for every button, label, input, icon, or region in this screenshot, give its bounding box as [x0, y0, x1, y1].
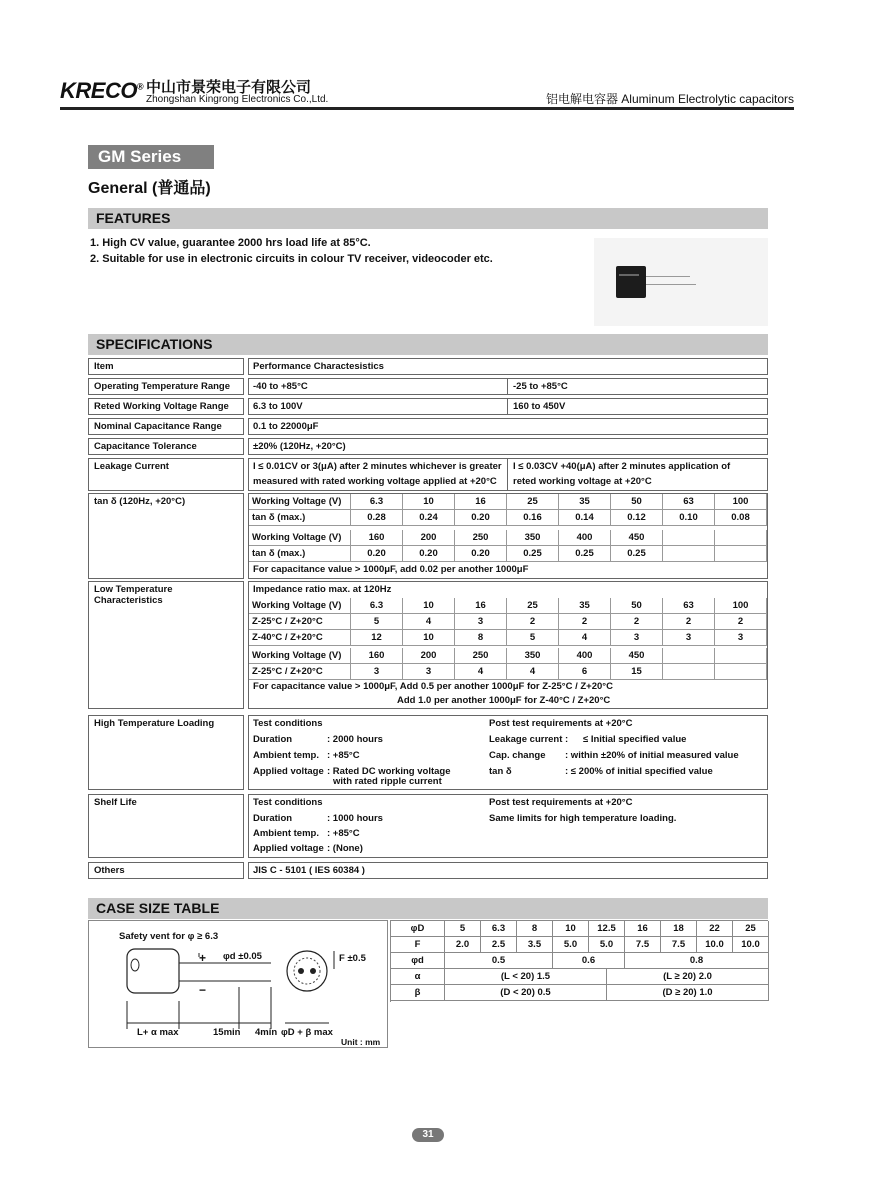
tan-delta-grid-cell: tan δ (max.)	[249, 546, 351, 562]
case-table-cell: (L < 20) 1.5	[445, 969, 607, 985]
lead-15min-label: 15min	[213, 1027, 241, 1038]
impedance-grid-cell: 2	[507, 614, 559, 630]
case-table-cell: (D < 20) 0.5	[445, 985, 607, 1001]
case-table-cell: 10.0	[733, 937, 769, 953]
capacitor-lead	[646, 276, 690, 277]
impedance-grid-cell: 350	[507, 648, 559, 664]
tan-delta-grid-cell: 16	[455, 494, 507, 510]
impedance-grid-cell: 250	[455, 648, 507, 664]
case-table-cell: 0.6	[553, 953, 625, 969]
spec-row-op-temp: Operating Temperature Range -40 to +85°C -25 to +85°C	[88, 378, 768, 395]
impedance-grid-cell: Working Voltage (V)	[249, 598, 351, 614]
low-temp-note-2: Add 1.0 per another 1000μF for Z-40°C / Z+20°C	[397, 695, 611, 706]
tan-delta-grid-cell: 0.10	[663, 510, 715, 526]
impedance-grid-cell: 4	[559, 630, 611, 646]
case-table-cell: φd	[391, 953, 445, 969]
minus-sign: −	[199, 983, 207, 997]
tan-delta-grid-cell: 0.25	[507, 546, 559, 562]
company-name-en: Zhongshan Kingrong Electronics Co.,Ltd.	[146, 94, 329, 105]
impedance-grid-cell: 4	[455, 664, 507, 680]
case-table-cell: 16	[625, 921, 661, 937]
impedance-grid-cell	[663, 648, 715, 664]
impedance-grid-cell: Z-40°C / Z+20°C	[249, 630, 351, 646]
tan-delta-grid-cell: 50	[611, 494, 663, 510]
impedance-grid-cell: 3	[715, 630, 767, 646]
tan-delta-grid-cell: Working Voltage (V)	[249, 494, 351, 510]
impedance-grid-cell: 50	[611, 598, 663, 614]
tan-delta-grid-cell: 200	[403, 530, 455, 546]
capacitor-photo	[594, 238, 768, 326]
capacitor-lead	[646, 284, 696, 285]
case-size-heading: CASE SIZE TABLE	[88, 898, 768, 919]
impedance-grid-cell: 100	[715, 598, 767, 614]
impedance-grid-cell: 200	[403, 648, 455, 664]
tan-delta-grid-cell: 160	[351, 530, 403, 546]
impedance-grid-cell	[715, 664, 767, 680]
tan-delta-grid-cell: Working Voltage (V)	[249, 530, 351, 546]
tan-delta-grid-cell: 0.08	[715, 510, 767, 526]
spec-row-shelf-life: Shelf Life Test conditions Duration : 1000 hours Ambient temp. : +85°C Applied voltage : (None) Post test requirements at +20°C Same limits for high temperature loading.	[88, 794, 768, 858]
spec-row-leakage: Leakage Current I ≤ 0.01CV or 3(μA) after 2 minutes whichever is greater measured with rated working voltage applied at +20°C I ≤ 0.03CV +40(μA) after 2 minutes application of reted working voltage at +20°C	[88, 458, 768, 491]
impedance-grid-cell: 10	[403, 598, 455, 614]
tan-delta-grid-cell: 35	[559, 494, 611, 510]
case-table-cell: 6.3	[481, 921, 517, 937]
impedance-grid-cell: 2	[611, 614, 663, 630]
tan-delta-grid-cell: 0.28	[351, 510, 403, 526]
spec-row-rated-voltage: Reted Working Voltage Range 6.3 to 100V 160 to 450V	[88, 398, 768, 415]
tan-delta-note: For capacitance value > 1000μF, add 0.02 per another 1000μF	[253, 564, 529, 575]
impedance-grid-cell	[663, 664, 715, 680]
impedance-grid-cell: 3	[455, 614, 507, 630]
tan-delta-grid-cell: 450	[611, 530, 663, 546]
length-label: L+ α max	[137, 1027, 179, 1038]
tan-delta-grid-cell: 400	[559, 530, 611, 546]
tan-delta-grid-cell: 0.20	[403, 546, 455, 562]
impedance-grid-cell: 8	[455, 630, 507, 646]
tan-delta-grid-cell: 0.20	[455, 546, 507, 562]
impedance-grid-cell: 10	[403, 630, 455, 646]
case-table-cell: 22	[697, 921, 733, 937]
capacitor-body-icon	[616, 266, 646, 298]
diameter-label: φD + β max	[281, 1027, 333, 1038]
tan-delta-grid-cell	[715, 546, 767, 562]
tan-delta-grid-cell: 25	[507, 494, 559, 510]
spec-row-low-temp: Low Temperature Characteristics Impedance ratio max. at 120Hz For capacitance value > 1000μF, Add 0.5 per another 1000μF for Z-25°C / Z+20°C Add 1.0 per another 1000μF for Z-40°C / Z+20°C Working Voltage (V) 6.3 10 16 25 35 50 63 100 Z-25°C / Z+20°C 5 4 3 2 2 2 2 2 Z-40°C / Z+20°C 12 10 8 5 4 3 3 3 Working Voltage (V) 160 200 250 350 400 450 Z-25°C / Z+20°C 3 3 4 4 6 15	[88, 581, 768, 709]
impedance-grid-cell: 5	[507, 630, 559, 646]
case-table-cell: 8	[517, 921, 553, 937]
spec-row-high-temp: High Temperature Loading Test conditions Duration : 2000 hours Ambient temp. : +85°C Applied voltage : Rated DC working voltage with rated ripple current Post test requirements at +20°C Leakage current : ≤ Initial specified value Cap. change : within ±20% of initial measured value tan δ : ≤ 200% of initial specified value	[88, 715, 768, 790]
case-table-cell: 2.0	[445, 937, 481, 953]
case-table-cell: 3.5	[517, 937, 553, 953]
feature-item: 1. High CV value, guarantee 2000 hrs load life at 85°C.	[90, 237, 371, 249]
impedance-grid-cell: 4	[507, 664, 559, 680]
case-table-cell: φD	[391, 921, 445, 937]
impedance-grid-cell: 3	[351, 664, 403, 680]
impedance-grid-cell: 450	[611, 648, 663, 664]
case-table-cell: 25	[733, 921, 769, 937]
spec-row-tan-delta: tan δ (120Hz, +20°C) For capacitance value > 1000μF, add 0.02 per another 1000μF Working Voltage (V) 6.3 10 16 25 35 50 63 100 tan δ (max.) 0.28 0.24 0.20 0.16 0.14 0.12 0.10 0.08 Working Voltage (V) 160 200 250 350 400 450 tan δ (max.) 0.20 0.20 0.20 0.25 0.25 0.25	[88, 493, 768, 579]
page-number: 31	[412, 1128, 444, 1142]
case-table-cell: 5.0	[589, 937, 625, 953]
case-table-cell: 7.5	[661, 937, 697, 953]
features-list	[90, 235, 493, 267]
page-subtitle: General (普通品)	[88, 180, 211, 197]
case-table-cell: 5	[445, 921, 481, 937]
impedance-grid-cell: Z-25°C / Z+20°C	[249, 614, 351, 630]
case-table-cell: 5.0	[553, 937, 589, 953]
tan-delta-grid-cell: 0.20	[351, 546, 403, 562]
spec-row-header: Item Performance Charactesistics	[88, 358, 768, 375]
spec-row-cap-tolerance: Capacitance Tolerance ±20% (120Hz, +20°C)	[88, 438, 768, 455]
document-type: 铝电解电容器 Aluminum Electrolytic capacitors	[545, 92, 794, 106]
tan-delta-grid-cell: 0.14	[559, 510, 611, 526]
case-table-cell: F	[391, 937, 445, 953]
tan-delta-grid-cell: 0.25	[559, 546, 611, 562]
impedance-grid-cell: Z-25°C / Z+20°C	[249, 664, 351, 680]
case-table-cell: 7.5	[625, 937, 661, 953]
tan-delta-grid-cell: 250	[455, 530, 507, 546]
impedance-grid-cell: 25	[507, 598, 559, 614]
company-name-cn: 中山市景荣电子有限公司	[146, 79, 312, 96]
case-table-cell: (D ≥ 20) 1.0	[607, 985, 769, 1001]
tan-delta-grid-cell	[663, 530, 715, 546]
case-table-cell: (L ≥ 20) 2.0	[607, 969, 769, 985]
company-logo: KRECO®	[60, 78, 144, 103]
impedance-grid-cell: 15	[611, 664, 663, 680]
plus-sign: +	[199, 951, 207, 965]
features-heading: FEATURES	[88, 208, 768, 229]
impedance-grid-cell: 2	[663, 614, 715, 630]
tan-delta-grid-cell	[663, 546, 715, 562]
case-table-cell: 12.5	[589, 921, 625, 937]
case-table-cell: 18	[661, 921, 697, 937]
unit-label: Unit : mm	[341, 1037, 381, 1047]
impedance-grid-cell: 5	[351, 614, 403, 630]
impedance-grid-cell: 3	[403, 664, 455, 680]
tan-delta-grid-cell: 0.24	[403, 510, 455, 526]
impedance-grid-cell: Working Voltage (V)	[249, 648, 351, 664]
impedance-grid-cell: 2	[559, 614, 611, 630]
impedance-grid-cell: 6	[559, 664, 611, 680]
case-table-cell: α	[391, 969, 445, 985]
tan-delta-grid-cell: 0.12	[611, 510, 663, 526]
impedance-grid-cell: 3	[611, 630, 663, 646]
spec-row-cap-range: Nominal Capacitance Range 0.1 to 22000μF	[88, 418, 768, 435]
tan-delta-grid-cell: 6.3	[351, 494, 403, 510]
header-divider	[60, 107, 794, 110]
tan-delta-grid-cell: 0.20	[455, 510, 507, 526]
case-table-cell: 10.0	[697, 937, 733, 953]
impedance-grid-cell: 6.3	[351, 598, 403, 614]
impedance-grid-cell: 3	[663, 630, 715, 646]
impedance-grid-cell: 2	[715, 614, 767, 630]
tan-delta-grid-cell: 10	[403, 494, 455, 510]
feature-item: 2. Suitable for use in electronic circuits in colour TV receiver, videocoder etc.	[90, 253, 493, 265]
series-badge: GM Series	[88, 145, 214, 169]
case-table-cell: β	[391, 985, 445, 1001]
impedance-grid-cell: 12	[351, 630, 403, 646]
case-table-cell: 0.8	[625, 953, 769, 969]
case-table-cell: 2.5	[481, 937, 517, 953]
impedance-grid-cell: 16	[455, 598, 507, 614]
tan-delta-grid-cell: tan δ (max.)	[249, 510, 351, 526]
specifications-heading: SPECIFICATIONS	[88, 334, 768, 355]
case-table-cell: 0.5	[445, 953, 553, 969]
tan-delta-grid-cell: 63	[663, 494, 715, 510]
low-temp-note-1: For capacitance value > 1000μF, Add 0.5 per another 1000μF for Z-25°C / Z+20°C	[253, 681, 613, 692]
tan-delta-grid-cell: 0.25	[611, 546, 663, 562]
tan-delta-grid-cell: 0.16	[507, 510, 559, 526]
impedance-grid-cell	[715, 648, 767, 664]
lead-spacing-label: F ±0.5	[339, 953, 366, 964]
tan-delta-grid-cell	[715, 530, 767, 546]
spec-row-others: Others JIS C - 5101 ( IES 60384 )	[88, 862, 768, 879]
case-table-cell: 10	[553, 921, 589, 937]
lead-diameter-label: φd ±0.05	[223, 951, 262, 962]
impedance-grid-cell: 400	[559, 648, 611, 664]
impedance-grid-cell: 35	[559, 598, 611, 614]
lead-4min-label: 4min	[255, 1027, 278, 1038]
case-dimension-diagram	[88, 920, 388, 1048]
case-size-table	[390, 920, 768, 1002]
safety-vent-label: Safety vent for φ ≥ 6.3	[119, 931, 219, 942]
tan-delta-grid-cell: 350	[507, 530, 559, 546]
impedance-grid-cell: 4	[403, 614, 455, 630]
tan-delta-grid-cell: 100	[715, 494, 767, 510]
impedance-grid-cell: 160	[351, 648, 403, 664]
impedance-grid-cell: 63	[663, 598, 715, 614]
